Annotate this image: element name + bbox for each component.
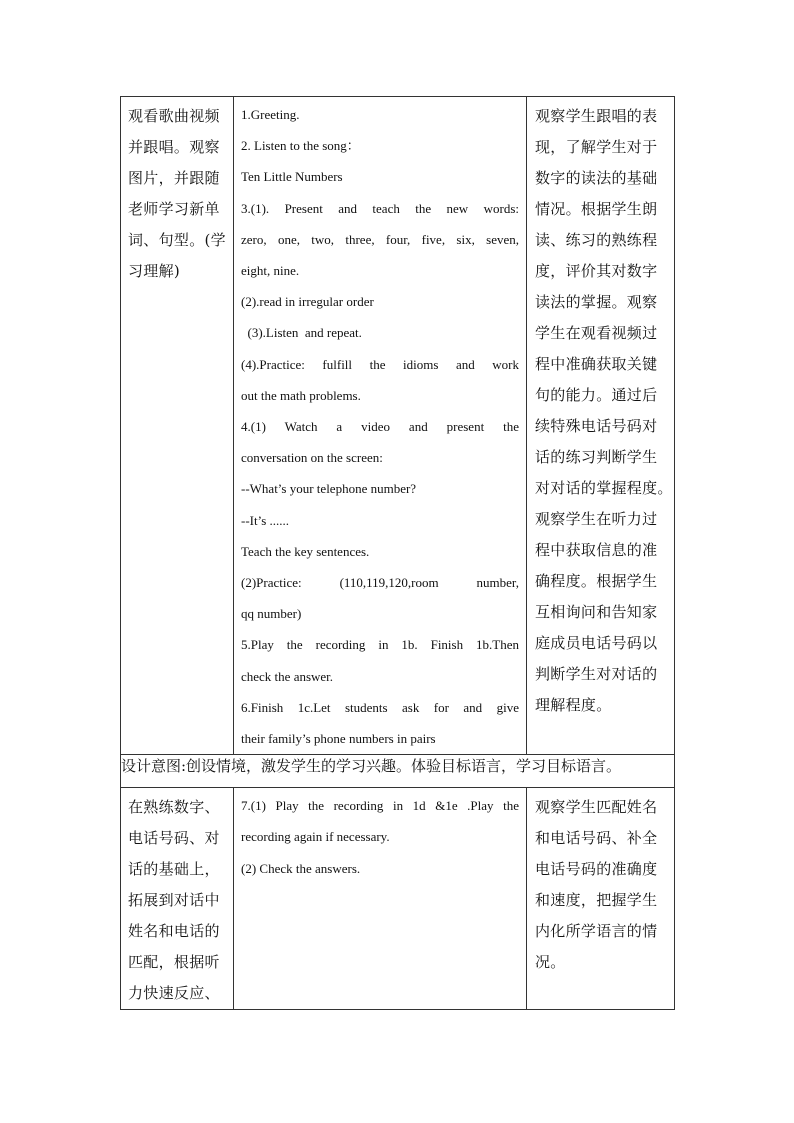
procedure-text xyxy=(234,788,526,884)
procedure-line: (4).Practice: fulfill the idioms and work xyxy=(241,356,519,372)
assessment-line: 数字的读法的基础 xyxy=(535,169,658,187)
assessment-line: 观察学生匹配姓名 xyxy=(535,798,658,817)
assessment-line: 电话号码的准确度 xyxy=(535,860,658,879)
assessment-line: 程中准确获取关键 xyxy=(535,355,658,373)
assessment-cell xyxy=(527,97,675,755)
activity-line: 话的基础上， xyxy=(128,860,220,879)
assessment-line: 学生在观看视频过 xyxy=(535,324,658,342)
procedure-line: eight, nine. xyxy=(241,263,300,279)
assessment-line: 庭成员电话号码以 xyxy=(535,634,658,652)
assessment-text xyxy=(527,788,674,978)
procedure-text xyxy=(234,97,526,754)
assessment-line: 况。 xyxy=(535,953,566,972)
assessment-line: 观察学生在听力过 xyxy=(535,510,658,528)
activity-line: 在熟练数字、 xyxy=(128,798,220,817)
activity-line: 习理解) xyxy=(128,262,181,280)
assessment-line: 确程度。根据学生 xyxy=(535,572,658,590)
lesson-plan-table xyxy=(120,96,675,1010)
activity-line: 词、句型。(学 xyxy=(128,231,226,249)
assessment-line: 内化所学语言的情 xyxy=(535,922,658,941)
activity-line: 图片，并跟随 xyxy=(128,169,220,187)
activity-line: 力快速反应、 xyxy=(128,984,220,1003)
activity-cell xyxy=(121,788,234,1010)
procedure-line: (3).Listen and repeat. xyxy=(241,325,362,341)
assessment-line: 和电话号码、补全 xyxy=(535,829,658,848)
procedure-cell xyxy=(234,97,527,755)
procedure-line: 4.(1) Watch a video and present the xyxy=(241,419,519,435)
procedure-line: --It’s ...... xyxy=(241,512,290,528)
procedure-line: 5.Play the recording in 1b. Finish 1b.Then xyxy=(241,637,519,653)
assessment-line: 情况。根据学生朗 xyxy=(535,200,658,218)
procedure-line: --What’s your telephone number? xyxy=(241,481,417,497)
activity-cell xyxy=(121,97,234,755)
assessment-line: 判断学生对对话的 xyxy=(535,665,658,683)
assessment-line: 和速度，把握学生 xyxy=(535,891,658,910)
procedure-line: qq number) xyxy=(241,606,302,622)
activity-line: 匹配，根据听 xyxy=(128,953,220,972)
table-row-activities-2 xyxy=(121,788,675,1010)
procedure-cell xyxy=(234,788,527,1010)
assessment-line: 度，评价其对数字 xyxy=(535,262,658,280)
assessment-line: 对对话的掌握程度。 xyxy=(535,479,673,497)
assessment-line: 读、练习的熟练程 xyxy=(535,231,658,249)
procedure-line: 3.(1). Present and teach the new words: xyxy=(241,200,519,216)
activity-line: 姓名和电话的 xyxy=(128,922,220,941)
activity-line: 并跟唱。观察 xyxy=(128,138,220,156)
assessment-line: 句的能力。通过后 xyxy=(535,386,658,404)
procedure-line: (2).read in irregular order xyxy=(241,294,374,310)
activity-line: 电话号码、对 xyxy=(128,829,220,848)
activity-line: 观看歌曲视频 xyxy=(128,107,220,125)
activity-line: 拓展到对话中 xyxy=(128,891,220,910)
procedure-line: recording again if necessary. xyxy=(241,829,390,845)
assessment-line: 互相询问和告知家 xyxy=(535,603,658,621)
procedure-line: (2)Practice: (110,119,120,room number, xyxy=(241,575,519,591)
procedure-line: (2) Check the answers. xyxy=(241,860,361,876)
activity-text xyxy=(121,97,233,287)
assessment-line: 话的练习判断学生 xyxy=(535,448,658,466)
design-intent: 设计意图:创设情境，激发学生的学习兴趣。体验目标语言，学习目标语言。 xyxy=(121,755,675,788)
procedure-line: 7.(1) Play the recording in 1d &1e .Play the xyxy=(241,798,519,814)
procedure-line: zero, one, two, three, four, five, six, seven, xyxy=(241,231,519,247)
procedure-line: out the math problems. xyxy=(241,387,361,403)
assessment-text xyxy=(527,97,674,721)
procedure-line: check the answer. xyxy=(241,668,334,684)
assessment-line: 程中获取信息的准 xyxy=(535,541,658,559)
activity-text xyxy=(121,788,233,1009)
table-row-activities xyxy=(121,97,675,755)
table-row-design-intent xyxy=(121,755,675,788)
assessment-line: 读法的掌握。观察 xyxy=(535,293,658,311)
assessment-line: 观察学生跟唱的表 xyxy=(535,107,658,125)
procedure-line: 6.Finish 1c.Let students ask for and give xyxy=(241,699,519,715)
assessment-line: 续特殊电话号码对 xyxy=(535,417,658,435)
assessment-line: 理解程度。 xyxy=(535,696,612,714)
procedure-line: Ten Little Numbers xyxy=(241,169,343,185)
assessment-line: 现，了解学生对于 xyxy=(535,138,658,156)
procedure-line: 2. Listen to the song： xyxy=(241,138,360,154)
assessment-cell xyxy=(527,788,675,1010)
procedure-line: 1.Greeting. xyxy=(241,107,300,122)
procedure-line: Teach the key sentences. xyxy=(241,543,370,559)
activity-line: 老师学习新单 xyxy=(128,200,220,218)
procedure-line: conversation on the screen: xyxy=(241,450,383,466)
procedure-line: their family’s phone numbers in pairs xyxy=(241,731,436,747)
